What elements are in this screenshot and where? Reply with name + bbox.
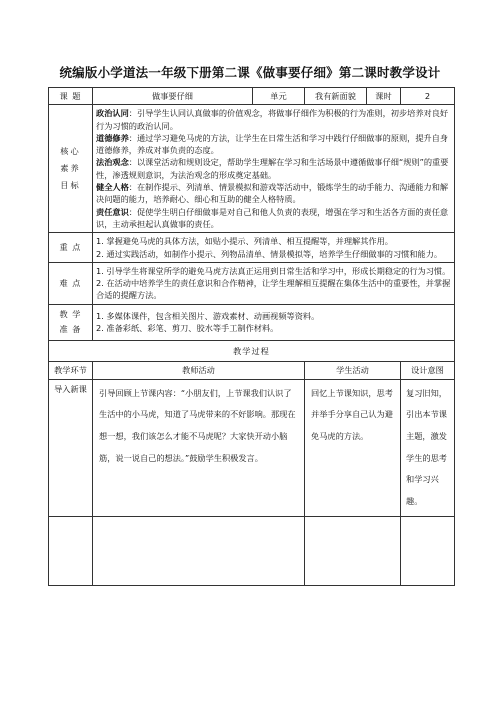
- literacy-item: [96, 107, 451, 132]
- prep-content: [93, 304, 455, 340]
- literacy-row: [49, 105, 455, 233]
- topic-value: 做事要仔细: [93, 88, 253, 105]
- literacy-item-text: ：在制作提示、列清单、情景模拟和游戏等活动中，锻炼学生的动手能力、沟通能力和解决问题的能力，培养耐心、细心和互助的健全人格特质。: [96, 182, 449, 205]
- topic-label: 课 题: [49, 88, 93, 105]
- prep-label-line1: 教 学: [59, 308, 82, 319]
- literacy-item-text: ：通过学习避免马虎的方法，让学生在日常生活和学习中践行仔细做事的原则，提升自身道德修养，养成对事负责的态度。: [96, 132, 449, 156]
- keypoints-label: 重 点: [49, 233, 93, 263]
- literacy-item-key: 责任意识: [96, 206, 129, 217]
- keypoint-item: 1. 掌握避免马虎的具体方法，如贴小提示、列清单、相互提醒等，并理解其作用。: [96, 236, 393, 247]
- process-teacher: 引导回顾上节课内容：“小朋友们，上节课我们认识了生活中的小马虎，知道了马虎带来的不好影响。那现在想一想，我们该怎么才能不马虎呢？大家快开动小脑筋，说一说自己的想法。”鼓励学生积极发言。: [93, 379, 305, 516]
- unit-label: 单元: [253, 88, 305, 105]
- prep-label: [49, 304, 93, 340]
- process-col-intent: 设计意图: [401, 362, 455, 379]
- document-title: 统编版小学道法一年级下册第二课《做事要仔细》第二课时教学设计: [59, 65, 441, 80]
- literacy-content: [93, 105, 455, 233]
- literacy-item-text: ：促使学生明白仔细做事是对自己和他人负责的表现，增强在学习和生活各方面的责任意识，主动承担起认真做事的责任。: [96, 206, 449, 229]
- process-header-row: [49, 362, 455, 379]
- process-col-teacher: 教师活动: [93, 362, 305, 379]
- literacy-item-key: 健全人格: [96, 182, 129, 193]
- literacy-label-text: 核心素养目标: [60, 145, 81, 191]
- process-title: 教学过程: [49, 340, 455, 361]
- keypoints-content: [93, 233, 455, 263]
- difficulties-label: 难 点: [49, 262, 93, 304]
- difficulty-item: 2. 在活动中培养学生的责任意识和合作精神，让学生理解相互提醒在集体生活中的重要性，并掌握合适的提醒方法。: [96, 278, 451, 301]
- process-row: [49, 379, 455, 516]
- empty-cell: [305, 516, 401, 585]
- literacy-item-text: ：以课堂活动和规则设定，帮助学生理解在学习和生活场景中遵循做事仔细“规则”的重要性，渗透规则意识，为法治观念的形成奠定基础。: [96, 157, 449, 180]
- literacy-item-text: ：引导学生认同认真做事的价值观念，将做事仔细作为积极的行为准则，初步培养对良好行为习惯的政治认同。: [96, 108, 449, 131]
- literacy-item: [96, 156, 451, 181]
- difficulty-item: 1. 引导学生将课堂所学的避免马虎方法真正运用到日常生活和学习中，形成长期稳定的行为习惯。: [96, 265, 451, 276]
- unit-value: 我有新面貌: [305, 88, 367, 105]
- lesson-plan-table: [48, 87, 455, 586]
- difficulties-content: [93, 262, 455, 304]
- empty-cell: [49, 516, 93, 585]
- prep-row: [49, 304, 455, 340]
- prep-label-line2: 准 备: [59, 324, 82, 335]
- prep-item: 1. 多媒体课件，包含相关图片、游戏素材、动画视频等资料。: [96, 311, 320, 322]
- process-col-stage: 教学环节: [49, 362, 93, 379]
- literacy-label: [49, 105, 93, 233]
- process-empty-row: [49, 516, 455, 585]
- literacy-item: [96, 132, 451, 157]
- difficulties-row: [49, 262, 455, 304]
- process-stage: 导入新课: [49, 379, 93, 516]
- keypoint-item: 2. 通过实践活动，如制作小提示、列物品清单、情景模拟等，培养学生仔细做事的习惯和能力。: [96, 248, 443, 259]
- literacy-item-key: 政治认同: [96, 108, 129, 119]
- literacy-item-key: 法治观念: [96, 157, 129, 168]
- literacy-item-key: 道德修养: [96, 132, 129, 143]
- empty-cell: [401, 516, 455, 585]
- process-title-row: [49, 340, 455, 361]
- process-col-student: 学生活动: [305, 362, 401, 379]
- process-student: 回忆上节课知识，思考并举手分享自己认为避免马虎的方法。: [305, 379, 401, 516]
- empty-cell: [93, 516, 305, 585]
- period-label: 课时: [367, 88, 401, 105]
- process-intent: 复习旧知，引出本节课主题，激发学生的思考和学习兴趣。: [401, 379, 455, 516]
- keypoints-row: [49, 233, 455, 263]
- prep-item: 2. 准备彩纸、彩笔、剪刀、胶水等手工制作材料。: [96, 323, 279, 334]
- header-row: [49, 88, 455, 105]
- period-value: 2: [401, 88, 455, 105]
- literacy-item: [96, 181, 451, 206]
- literacy-item: [96, 206, 451, 231]
